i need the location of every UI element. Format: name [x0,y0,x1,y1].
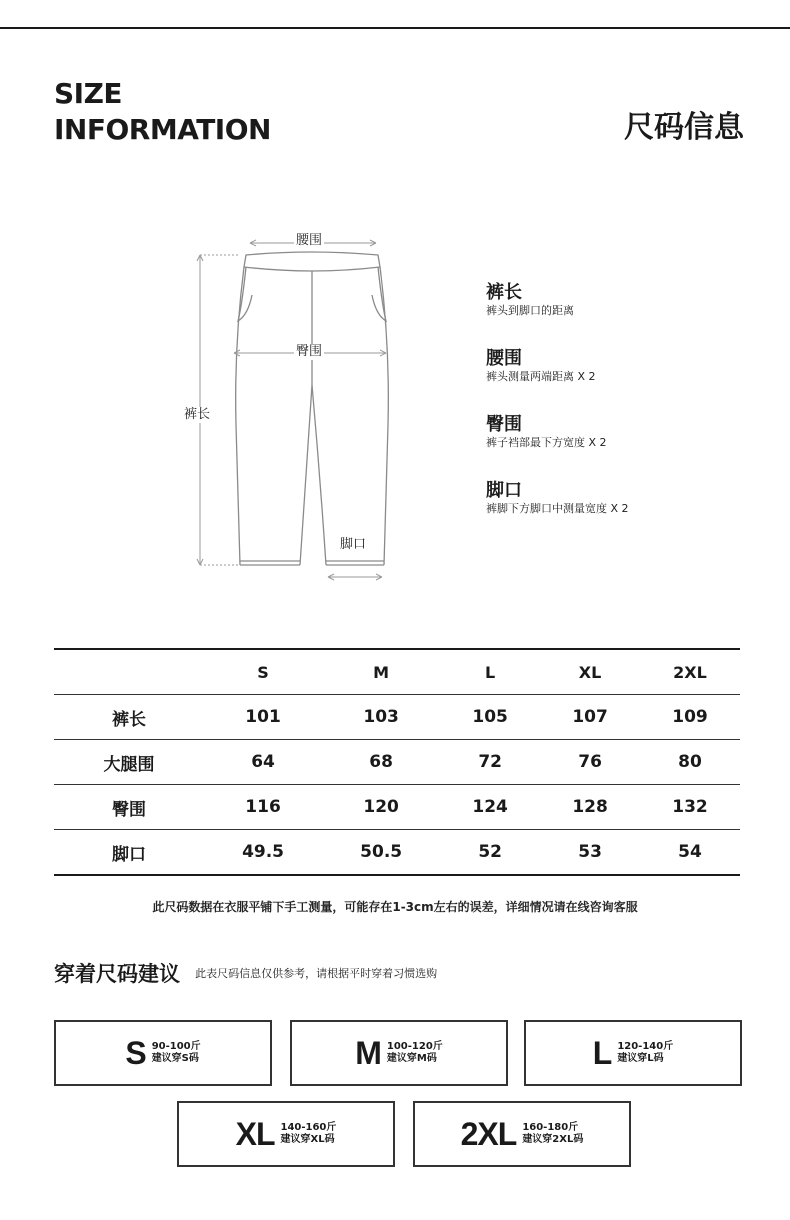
measurement-legend [486,282,746,546]
table-row [54,830,740,876]
recommend-subtitle: 此表尺码信息仅供参考，请根据平时穿着习惯选购 [195,967,438,980]
top-divider [0,27,790,29]
card-weight: 120-140斤 [617,1041,674,1052]
pants-diagram [170,225,430,595]
table-cell: 54 [640,830,740,876]
legend-item-hip [486,414,746,450]
legend-title: 腰围 [486,348,522,369]
table-cell: 50.5 [322,830,440,876]
table-header-cell: L [440,649,540,695]
legend-item-waist [486,348,746,384]
title-english [54,76,271,148]
row-label: 裤长 [54,695,204,740]
legend-item-length [486,282,746,318]
card-advice: 建议穿S码 [151,1053,199,1064]
table-cell: 128 [540,785,640,830]
table-header-cell: S [204,649,322,695]
table-cell: 80 [640,740,740,785]
card-advice: 建议穿2XL码 [522,1134,584,1145]
table-cell: 64 [204,740,322,785]
recommend-header [54,958,437,988]
table-header-row [54,649,740,695]
recommend-title: 穿着尺码建议 [54,962,180,986]
card-advice: 建议穿L码 [617,1053,664,1064]
table-header-cell: 2XL [640,649,740,695]
table-header-cell [54,649,204,695]
table-cell: 49.5 [204,830,322,876]
table-row [54,740,740,785]
table-cell: 72 [440,740,540,785]
legend-title: 臀围 [486,414,522,435]
size-card-2xl [413,1101,631,1167]
table-cell: 52 [440,830,540,876]
card-weight: 100-120斤 [386,1041,443,1052]
diagram-label-waist: 腰围 [296,233,323,248]
table-header-cell: XL [540,649,640,695]
card-info [152,1041,201,1065]
legend-desc: 裤头测量两端距离 X 2 [486,370,596,383]
table-cell: 101 [204,695,322,740]
card-size: M [355,1035,381,1071]
size-card-m [290,1020,508,1086]
table-cell: 116 [204,785,322,830]
table-cell: 107 [540,695,640,740]
title-line-size: SIZE [54,77,123,110]
table-cell: 105 [440,695,540,740]
legend-title: 裤长 [486,282,522,303]
table-cell: 76 [540,740,640,785]
row-label: 大腿围 [54,740,204,785]
card-advice: 建议穿M码 [386,1053,437,1064]
card-weight: 160-180斤 [522,1122,579,1133]
measurement-note: 此尺码数据在衣服平铺下手工测量，可能存在1-3cm左右的误差，详细情况请在线咨询客服 [152,900,638,914]
legend-title: 脚口 [486,480,522,501]
legend-desc: 裤子裆部最下方宽度 X 2 [486,436,607,449]
size-table [54,648,740,876]
card-info [617,1041,673,1065]
legend-desc: 裤头到脚口的距离 [486,304,574,317]
row-label: 脚口 [54,830,204,876]
table-cell: 120 [322,785,440,830]
card-size: L [592,1035,612,1071]
size-card-s [54,1020,272,1086]
title-chinese: 尺码信息 [624,110,744,145]
card-advice: 建议穿XL码 [280,1134,335,1145]
table-cell: 68 [322,740,440,785]
diagram-label-length: 裤长 [184,407,211,422]
diagram-label-hip: 臀围 [296,344,323,359]
legend-item-leg-opening [486,480,746,516]
table-row [54,785,740,830]
card-info [280,1122,336,1146]
table-cell: 109 [640,695,740,740]
table-row [54,695,740,740]
diagram-label-leg-opening: 脚口 [340,537,367,552]
card-weight: 140-160斤 [280,1122,337,1133]
title-line-information: INFORMATION [54,113,271,146]
card-size: XL [235,1116,275,1152]
table-header-cell: M [322,649,440,695]
card-weight: 90-100斤 [151,1041,201,1052]
size-card-l [524,1020,742,1086]
table-cell: 132 [640,785,740,830]
card-info [522,1122,583,1146]
table-cell: 53 [540,830,640,876]
card-size: S [125,1035,146,1071]
card-info [387,1041,443,1065]
table-cell: 103 [322,695,440,740]
size-card-xl [177,1101,395,1167]
card-size: 2XL [460,1116,517,1152]
table-cell: 124 [440,785,540,830]
legend-desc: 裤脚下方脚口中测量宽度 X 2 [486,502,629,515]
row-label: 臀围 [54,785,204,830]
